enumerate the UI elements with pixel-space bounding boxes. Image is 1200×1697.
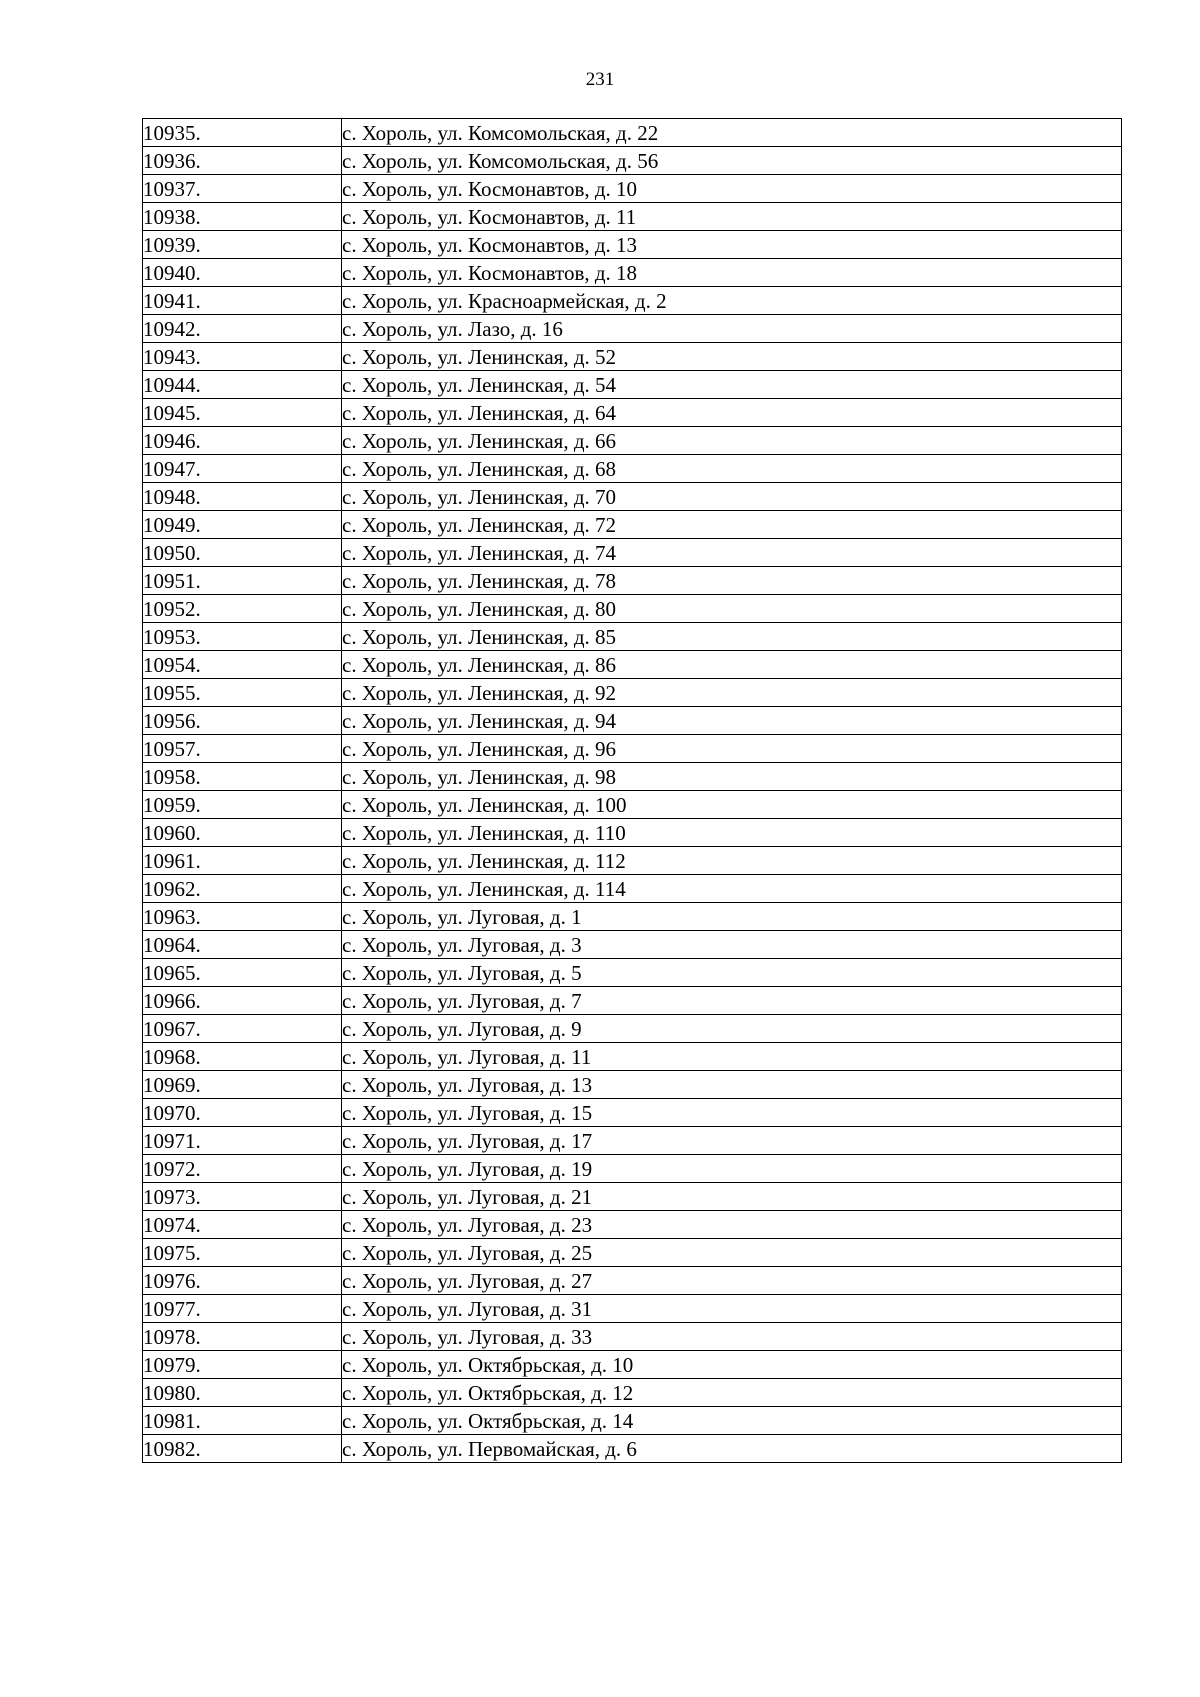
address-cell: с. Хороль, ул. Октябрьская, д. 10 [342, 1351, 1122, 1379]
address-cell: с. Хороль, ул. Луговая, д. 27 [342, 1267, 1122, 1295]
address-cell: с. Хороль, ул. Комсомольская, д. 56 [342, 147, 1122, 175]
address-cell: с. Хороль, ул. Луговая, д. 33 [342, 1323, 1122, 1351]
address-cell: с. Хороль, ул. Космонавтов, д. 11 [342, 203, 1122, 231]
row-number-cell: 10970. [143, 1099, 342, 1127]
table-row [143, 847, 1122, 875]
address-cell: с. Хороль, ул. Ленинская, д. 110 [342, 819, 1122, 847]
address-cell: с. Хороль, ул. Ленинская, д. 114 [342, 875, 1122, 903]
row-number-cell: 10954. [143, 651, 342, 679]
row-number-cell: 10960. [143, 819, 342, 847]
row-number-cell: 10975. [143, 1239, 342, 1267]
row-number-cell: 10977. [143, 1295, 342, 1323]
address-cell: с. Хороль, ул. Ленинская, д. 86 [342, 651, 1122, 679]
table-row [143, 1407, 1122, 1435]
table-row [143, 623, 1122, 651]
address-cell: с. Хороль, ул. Октябрьская, д. 12 [342, 1379, 1122, 1407]
row-number-cell: 10961. [143, 847, 342, 875]
row-number-cell: 10982. [143, 1435, 342, 1463]
row-number-cell: 10958. [143, 763, 342, 791]
table-row [143, 315, 1122, 343]
row-number-cell: 10967. [143, 1015, 342, 1043]
table-row [143, 1267, 1122, 1295]
address-cell: с. Хороль, ул. Луговая, д. 11 [342, 1043, 1122, 1071]
table-row [143, 231, 1122, 259]
address-cell: с. Хороль, ул. Луговая, д. 17 [342, 1127, 1122, 1155]
row-number-cell: 10965. [143, 959, 342, 987]
table-row [143, 1211, 1122, 1239]
table-row [143, 875, 1122, 903]
table-row [143, 399, 1122, 427]
address-cell: с. Хороль, ул. Ленинская, д. 64 [342, 399, 1122, 427]
row-number-cell: 10973. [143, 1183, 342, 1211]
row-number-cell: 10948. [143, 483, 342, 511]
row-number-cell: 10955. [143, 679, 342, 707]
address-cell: с. Хороль, ул. Ленинская, д. 74 [342, 539, 1122, 567]
address-cell: с. Хороль, ул. Ленинская, д. 80 [342, 595, 1122, 623]
table-row [143, 511, 1122, 539]
row-number-cell: 10981. [143, 1407, 342, 1435]
address-cell: с. Хороль, ул. Ленинская, д. 85 [342, 623, 1122, 651]
row-number-cell: 10945. [143, 399, 342, 427]
table-row [143, 1295, 1122, 1323]
address-cell: с. Хороль, ул. Луговая, д. 9 [342, 1015, 1122, 1043]
address-cell: с. Хороль, ул. Ленинская, д. 94 [342, 707, 1122, 735]
address-cell: с. Хороль, ул. Луговая, д. 1 [342, 903, 1122, 931]
row-number-cell: 10979. [143, 1351, 342, 1379]
table-row [143, 987, 1122, 1015]
row-number-cell: 10959. [143, 791, 342, 819]
address-cell: с. Хороль, ул. Ленинская, д. 68 [342, 455, 1122, 483]
table-row [143, 903, 1122, 931]
address-cell: с. Хороль, ул. Ленинская, д. 96 [342, 735, 1122, 763]
address-cell: с. Хороль, ул. Луговая, д. 19 [342, 1155, 1122, 1183]
table-row [143, 455, 1122, 483]
table-row [143, 791, 1122, 819]
table-row [143, 203, 1122, 231]
row-number-cell: 10978. [143, 1323, 342, 1351]
row-number-cell: 10964. [143, 931, 342, 959]
address-cell: с. Хороль, ул. Ленинская, д. 72 [342, 511, 1122, 539]
row-number-cell: 10971. [143, 1127, 342, 1155]
address-cell: с. Хороль, ул. Ленинская, д. 52 [342, 343, 1122, 371]
row-number-cell: 10938. [143, 203, 342, 231]
row-number-cell: 10939. [143, 231, 342, 259]
address-cell: с. Хороль, ул. Ленинская, д. 78 [342, 567, 1122, 595]
table-row [143, 763, 1122, 791]
table-row [143, 343, 1122, 371]
table-row [143, 651, 1122, 679]
row-number-cell: 10947. [143, 455, 342, 483]
table-row [143, 707, 1122, 735]
address-cell: с. Хороль, ул. Красноармейская, д. 2 [342, 287, 1122, 315]
address-cell: с. Хороль, ул. Октябрьская, д. 14 [342, 1407, 1122, 1435]
row-number-cell: 10937. [143, 175, 342, 203]
row-number-cell: 10962. [143, 875, 342, 903]
address-cell: с. Хороль, ул. Комсомольская, д. 22 [342, 119, 1122, 147]
address-cell: с. Хороль, ул. Луговая, д. 25 [342, 1239, 1122, 1267]
address-cell: с. Хороль, ул. Луговая, д. 15 [342, 1099, 1122, 1127]
address-cell: с. Хороль, ул. Луговая, д. 31 [342, 1295, 1122, 1323]
row-number-cell: 10951. [143, 567, 342, 595]
table-row [143, 819, 1122, 847]
address-cell: с. Хороль, ул. Луговая, д. 13 [342, 1071, 1122, 1099]
row-number-cell: 10963. [143, 903, 342, 931]
row-number-cell: 10935. [143, 119, 342, 147]
table-row [143, 1351, 1122, 1379]
address-table [142, 118, 1122, 1463]
table-row [143, 1043, 1122, 1071]
row-number-cell: 10936. [143, 147, 342, 175]
row-number-cell: 10944. [143, 371, 342, 399]
row-number-cell: 10974. [143, 1211, 342, 1239]
table-row [143, 147, 1122, 175]
row-number-cell: 10953. [143, 623, 342, 651]
table-row [143, 1071, 1122, 1099]
table-row [143, 1099, 1122, 1127]
table-row [143, 175, 1122, 203]
row-number-cell: 10956. [143, 707, 342, 735]
address-cell: с. Хороль, ул. Ленинская, д. 100 [342, 791, 1122, 819]
row-number-cell: 10968. [143, 1043, 342, 1071]
address-cell: с. Хороль, ул. Луговая, д. 23 [342, 1211, 1122, 1239]
row-number-cell: 10946. [143, 427, 342, 455]
address-cell: с. Хороль, ул. Луговая, д. 5 [342, 959, 1122, 987]
address-cell: с. Хороль, ул. Луговая, д. 3 [342, 931, 1122, 959]
table-row [143, 595, 1122, 623]
address-cell: с. Хороль, ул. Лазо, д. 16 [342, 315, 1122, 343]
row-number-cell: 10940. [143, 259, 342, 287]
table-row [143, 1379, 1122, 1407]
page-number: 231 [585, 69, 615, 90]
address-cell: с. Хороль, ул. Ленинская, д. 66 [342, 427, 1122, 455]
table-row [143, 259, 1122, 287]
address-cell: с. Хороль, ул. Ленинская, д. 112 [342, 847, 1122, 875]
row-number-cell: 10942. [143, 315, 342, 343]
row-number-cell: 10980. [143, 1379, 342, 1407]
table-row [143, 1183, 1122, 1211]
address-cell: с. Хороль, ул. Ленинская, д. 70 [342, 483, 1122, 511]
row-number-cell: 10957. [143, 735, 342, 763]
table-row [143, 735, 1122, 763]
table-row [143, 931, 1122, 959]
row-number-cell: 10972. [143, 1155, 342, 1183]
table-row [143, 567, 1122, 595]
row-number-cell: 10941. [143, 287, 342, 315]
address-cell: с. Хороль, ул. Луговая, д. 21 [342, 1183, 1122, 1211]
row-number-cell: 10969. [143, 1071, 342, 1099]
table-row [143, 539, 1122, 567]
row-number-cell: 10949. [143, 511, 342, 539]
row-number-cell: 10976. [143, 1267, 342, 1295]
table-row [143, 1435, 1122, 1463]
address-cell: с. Хороль, ул. Космонавтов, д. 13 [342, 231, 1122, 259]
table-row [143, 1155, 1122, 1183]
row-number-cell: 10966. [143, 987, 342, 1015]
address-cell: с. Хороль, ул. Первомайская, д. 6 [342, 1435, 1122, 1463]
address-cell: с. Хороль, ул. Космонавтов, д. 18 [342, 259, 1122, 287]
table-row [143, 119, 1122, 147]
row-number-cell: 10950. [143, 539, 342, 567]
table-row [143, 1323, 1122, 1351]
table-row [143, 427, 1122, 455]
row-number-cell: 10943. [143, 343, 342, 371]
address-cell: с. Хороль, ул. Ленинская, д. 54 [342, 371, 1122, 399]
table-row [143, 679, 1122, 707]
address-cell: с. Хороль, ул. Ленинская, д. 92 [342, 679, 1122, 707]
row-number-cell: 10952. [143, 595, 342, 623]
table-row [143, 287, 1122, 315]
table-row [143, 371, 1122, 399]
address-cell: с. Хороль, ул. Луговая, д. 7 [342, 987, 1122, 1015]
table-row [143, 959, 1122, 987]
table-row [143, 483, 1122, 511]
table-row [143, 1127, 1122, 1155]
address-cell: с. Хороль, ул. Космонавтов, д. 10 [342, 175, 1122, 203]
address-table-body [143, 119, 1122, 1463]
table-row [143, 1015, 1122, 1043]
table-row [143, 1239, 1122, 1267]
address-cell: с. Хороль, ул. Ленинская, д. 98 [342, 763, 1122, 791]
